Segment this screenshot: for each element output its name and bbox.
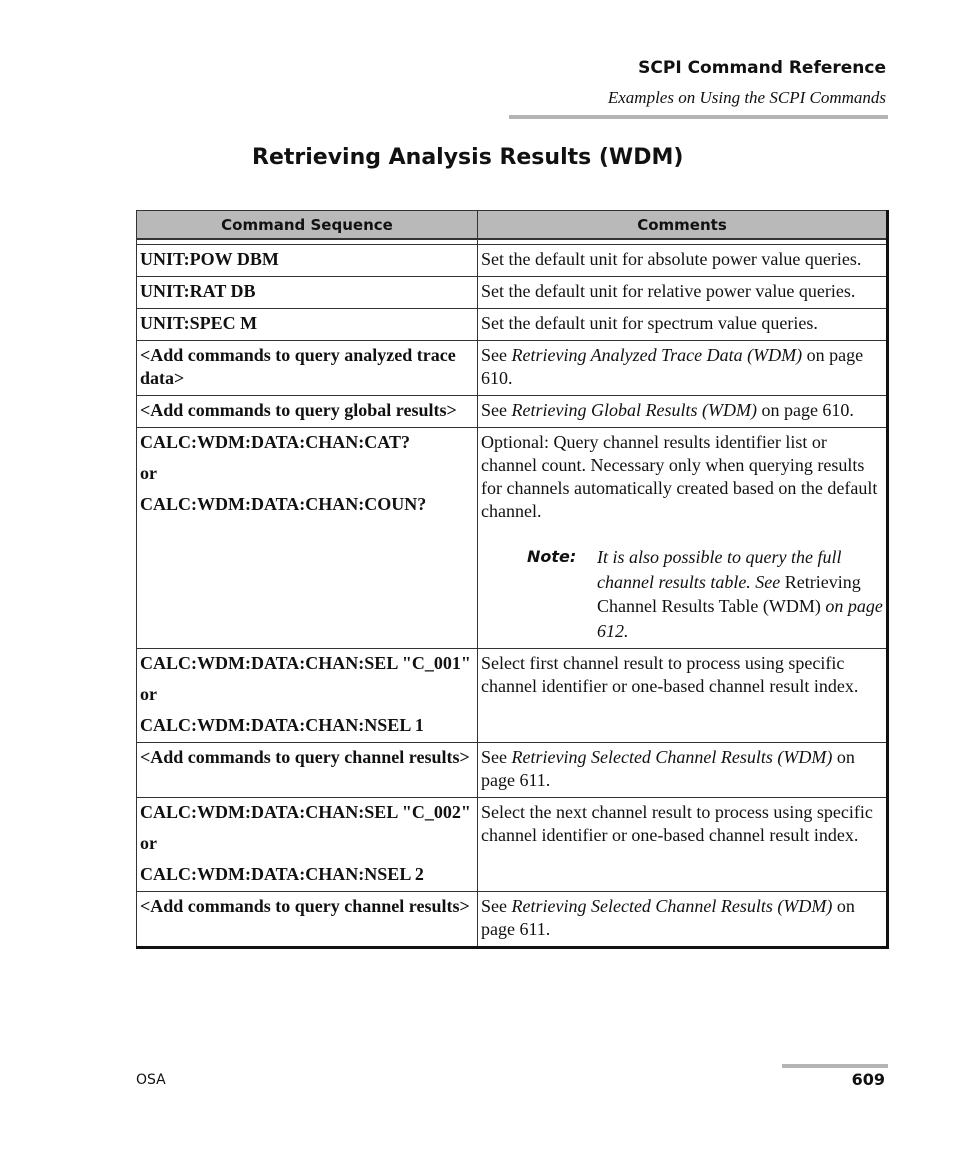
command-text: <Add commands to query channel results> [140,747,470,767]
command-cell [137,649,478,743]
table-row [137,245,888,277]
comment-cell [478,892,888,948]
comment-prefix: See [481,345,512,365]
cross-reference-link[interactable]: Retrieving Global Results (WDM) [511,400,757,420]
comment-suffix: on page 610. [756,400,854,420]
header-title: SCPI Command Reference [638,58,886,78]
header-rule [509,115,888,119]
comment-text: Optional: Query channel results identifier list or channel count. Necessary only when querying results for channels automatically created based on the default channel. [481,432,878,521]
command-cell [137,396,478,428]
note-text-part: It is also possible to query the full channel results table. See [597,547,842,592]
command-text: CALC:WDM:DATA:CHAN:COUN? [140,494,427,514]
command-table [136,210,889,949]
comment-cell [478,798,888,892]
section-title: Retrieving Analysis Results (WDM) [252,145,684,170]
or-separator: or [140,833,157,853]
comment-cell [478,309,888,341]
comment-text: Set the default unit for relative power value queries. [481,281,856,301]
note-text [597,545,883,643]
table-row [137,309,888,341]
cross-reference-link[interactable]: Retrieving Channel Results Table (WDM) [597,571,861,616]
or-separator: or [140,684,157,704]
comment-cell [478,743,888,798]
comment-suffix: on page 610. [481,345,864,388]
command-cell [137,341,478,396]
command-cell [137,892,478,948]
command-cell [137,743,478,798]
comment-suffix: on page 611. [481,747,855,790]
command-text: <Add commands to query channel results> [140,896,470,916]
table-header-row [137,211,888,240]
command-cell [137,245,478,277]
header-subtitle: Examples on Using the SCPI Commands [607,88,886,107]
comment-cell [478,245,888,277]
comment-cell [478,649,888,743]
comment-prefix: See [481,896,512,916]
command-text: <Add commands to query analyzed trace data> [140,345,456,388]
command-text: CALC:WDM:DATA:CHAN:SEL "C_001" [140,653,471,673]
column-header-comments: Comments [478,211,888,240]
command-text: UNIT:RAT DB [140,281,256,301]
comment-cell [478,396,888,428]
cross-reference-link[interactable]: Retrieving Selected Channel Results (WDM) [511,747,833,767]
footer-product-label: OSA [136,1072,166,1088]
command-cell [137,309,478,341]
column-header-command-sequence: Command Sequence [137,211,478,240]
table-row [137,743,888,798]
comment-suffix: on page 611. [481,896,855,939]
comment-text: Set the default unit for absolute power value queries. [481,249,862,269]
note-text-part: on page 612. [597,596,883,641]
comment-text: Set the default unit for spectrum value queries. [481,313,818,333]
comment-cell [478,428,888,649]
command-text: CALC:WDM:DATA:CHAN:NSEL 2 [140,864,424,884]
comment-cell [478,341,888,396]
command-cell [137,277,478,309]
command-cell [137,798,478,892]
command-text: UNIT:POW DBM [140,249,279,269]
page-number: 609 [851,1070,885,1089]
footer-rule [782,1064,888,1068]
table-row [137,649,888,743]
table-row [137,341,888,396]
comment-cell [478,277,888,309]
table-row [137,277,888,309]
command-text: <Add commands to query global results> [140,400,457,420]
command-cell [137,428,478,649]
comment-text: Select first channel result to process using specific channel identifier or one-based channel result index. [481,653,859,696]
command-text: CALC:WDM:DATA:CHAN:CAT? [140,432,410,452]
table-row [137,396,888,428]
cross-reference-link[interactable]: Retrieving Analyzed Trace Data (WDM) [511,345,803,365]
command-text: UNIT:SPEC M [140,313,258,333]
command-text: CALC:WDM:DATA:CHAN:SEL "C_002" [140,802,471,822]
comment-prefix: See [481,747,512,767]
command-text: CALC:WDM:DATA:CHAN:NSEL 1 [140,715,424,735]
table-row [137,892,888,948]
note-block [527,545,883,643]
table-row [137,798,888,892]
cross-reference-link[interactable]: Retrieving Selected Channel Results (WDM) [511,896,833,916]
comment-text: Select the next channel result to process using specific channel identifier or one-based channel result index. [481,802,873,845]
comment-prefix: See [481,400,512,420]
table-row [137,428,888,649]
note-label: Note: [527,547,577,566]
or-separator: or [140,463,157,483]
